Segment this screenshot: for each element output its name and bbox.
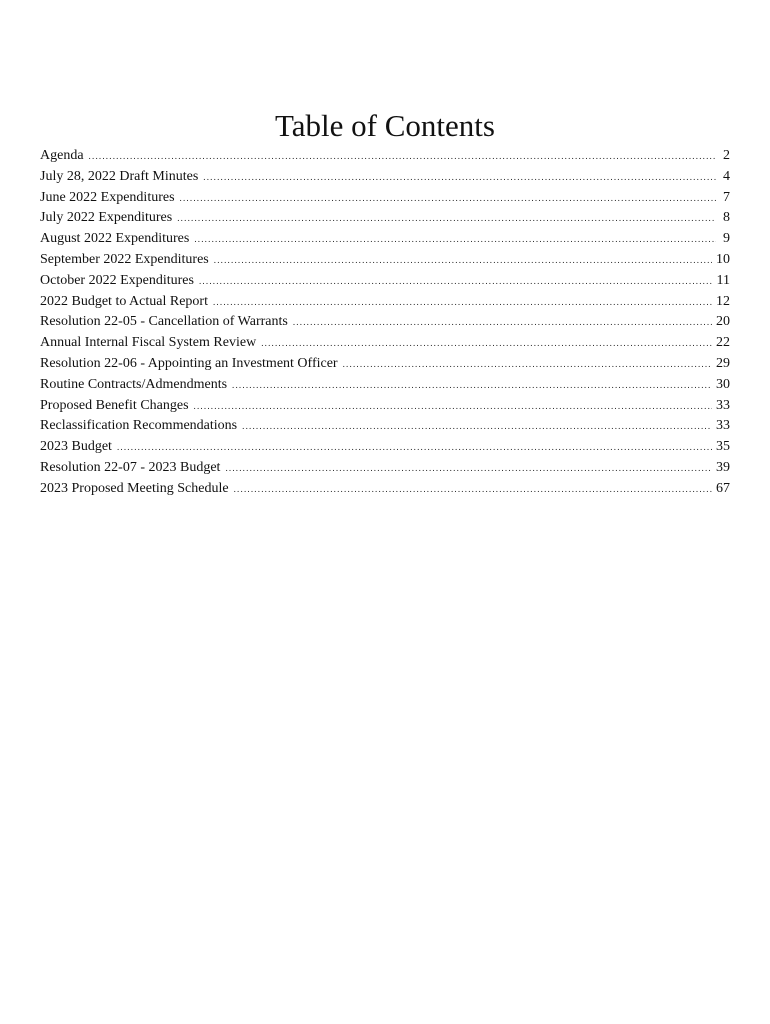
toc-entry-label: July 2022 Expenditures — [40, 210, 173, 226]
toc-dot-leader — [232, 375, 712, 396]
toc-page-number: 22 — [716, 335, 730, 351]
toc-entry-label: 2022 Budget to Actual Report — [40, 293, 208, 309]
toc-dot-leader — [203, 167, 716, 188]
toc-dot-leader — [261, 333, 712, 354]
toc-entry-label: Annual Internal Fiscal System Review — [40, 335, 257, 351]
toc-page-number: 39 — [716, 459, 730, 475]
toc-entry[interactable] — [40, 437, 730, 458]
toc-entry[interactable] — [40, 416, 730, 437]
toc-entry-label: June 2022 Expenditures — [40, 189, 175, 205]
toc-page-number: 29 — [716, 355, 730, 371]
toc-entry[interactable] — [40, 333, 730, 354]
toc-page-number: 30 — [716, 376, 730, 392]
toc-dot-leader — [343, 354, 712, 375]
toc-entry[interactable] — [40, 188, 730, 209]
toc-page-number: 12 — [716, 293, 730, 309]
toc-entry[interactable] — [40, 271, 730, 292]
toc-dot-leader — [89, 146, 716, 167]
toc-entry[interactable] — [40, 396, 730, 417]
toc-page-number: 33 — [716, 397, 730, 413]
toc-entry[interactable] — [40, 250, 730, 271]
toc-entry-label: Routine Contracts/Admendments — [40, 376, 228, 392]
page-title: Table of Contents — [275, 108, 495, 143]
toc-entry-label: Resolution 22-05 - Cancellation of Warrants — [40, 314, 288, 330]
toc-page-number: 10 — [716, 251, 730, 267]
toc-dot-leader — [177, 208, 716, 229]
toc-dot-leader — [199, 271, 713, 292]
toc-page-number: 8 — [723, 210, 730, 226]
toc-entry-label: October 2022 Expenditures — [40, 272, 194, 288]
toc-entry-label: Resolution 22-07 - 2023 Budget — [40, 459, 221, 475]
toc-page-number: 20 — [716, 314, 730, 330]
toc-entry[interactable] — [40, 167, 730, 188]
toc-page-number: 7 — [723, 189, 730, 205]
toc-dot-leader — [194, 229, 716, 250]
toc-entry-label: July 28, 2022 Draft Minutes — [40, 168, 199, 184]
toc-page-number: 9 — [723, 231, 730, 247]
toc-page-number: 35 — [716, 439, 730, 455]
toc-dot-leader — [117, 437, 712, 458]
toc-page-number: 33 — [716, 418, 730, 434]
toc-entry[interactable] — [40, 375, 730, 396]
toc-dot-leader — [293, 312, 712, 333]
toc-entry[interactable] — [40, 479, 730, 500]
toc-dot-leader — [180, 188, 716, 209]
toc-list — [40, 146, 730, 500]
toc-entry-label: Agenda — [40, 148, 84, 163]
toc-entry-label: September 2022 Expenditures — [40, 251, 209, 267]
toc-entry-label: 2023 Proposed Meeting Schedule — [40, 480, 229, 496]
toc-page-number: 67 — [716, 480, 730, 496]
toc-entry[interactable] — [40, 208, 730, 229]
toc-entry[interactable] — [40, 458, 730, 479]
toc-entry[interactable] — [40, 292, 730, 313]
toc-dot-leader — [213, 292, 712, 313]
toc-entry[interactable] — [40, 229, 730, 250]
toc-entry-label: Reclassification Recommendations — [40, 418, 238, 434]
toc-dot-leader — [242, 416, 712, 437]
toc-entry-label: August 2022 Expenditures — [40, 231, 190, 247]
toc-dot-leader — [214, 250, 712, 271]
toc-entry-label: 2023 Budget — [40, 439, 112, 455]
toc-page-number: 4 — [723, 168, 730, 184]
toc-page-number: 2 — [723, 148, 730, 163]
toc-dot-leader — [194, 396, 712, 417]
toc-entry-label: Proposed Benefit Changes — [40, 397, 189, 413]
toc-dot-leader — [225, 458, 712, 479]
toc-entry[interactable] — [40, 354, 730, 375]
toc-entry[interactable] — [40, 146, 730, 167]
toc-dot-leader — [234, 479, 712, 500]
toc-page-number: 11 — [716, 272, 730, 288]
toc-entry[interactable] — [40, 312, 730, 333]
toc-entry-label: Resolution 22-06 - Appointing an Investment Officer — [40, 355, 338, 371]
